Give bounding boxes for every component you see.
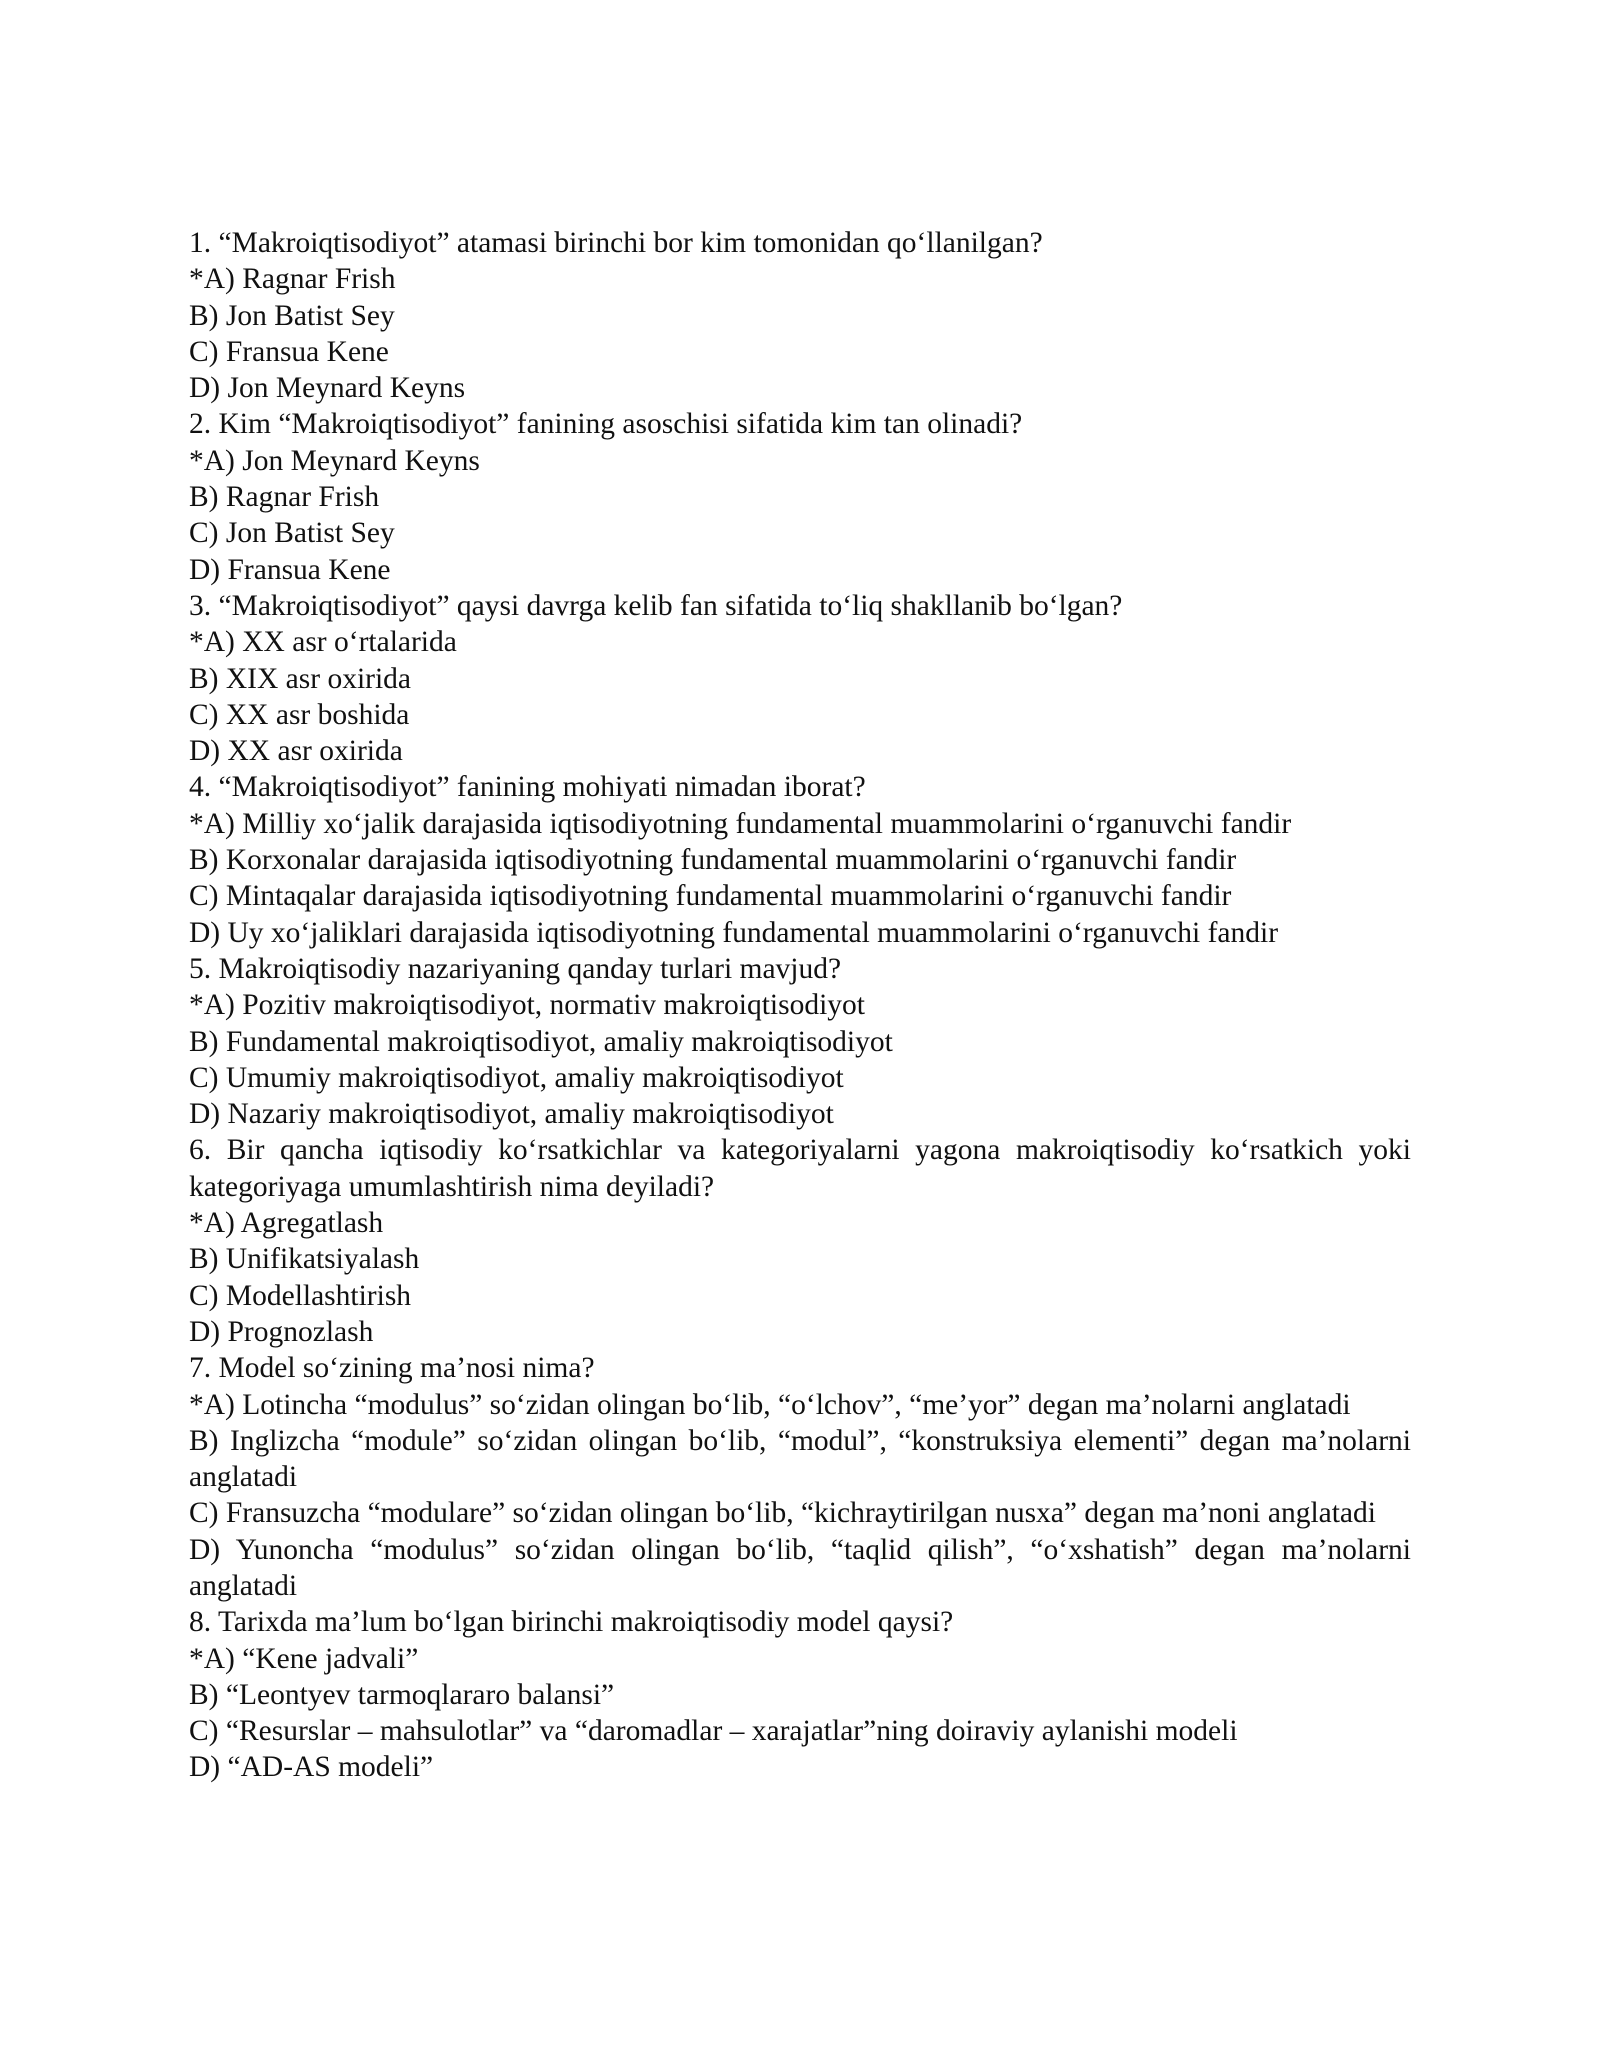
answer-option: *A) Lotincha “modulus” so‘zidan olingan bo‘lib, “o‘lchov”, “me’yor” degan ma’nolarni anglatadi: [189, 1388, 1351, 1421]
quiz-content: [189, 225, 1411, 1786]
answer-option: D) XX asr oxirida: [189, 735, 403, 768]
answer-option: D) Nazariy makroiqtisodiyot, amaliy makroiqtisodiyot: [189, 1098, 834, 1131]
answer-option: *A) Ragnar Frish: [189, 263, 396, 296]
answer-option: D) “AD-AS modeli”: [189, 1751, 434, 1784]
answer-option: C) XX asr boshida: [189, 698, 410, 731]
answer-option: B) Fundamental makroiqtisodiyot, amaliy makroiqtisodiyot: [189, 1025, 893, 1058]
question-block: [189, 588, 1411, 769]
answer-option: D) Yunoncha “modulus” so‘zidan olingan bo‘lib, “taqlid qilish”, “o‘xshatish” degan ma’nolarni anglatadi: [189, 1533, 1411, 1602]
question-text: 4. “Makroiqtisodiyot” fanining mohiyati nimadan iborat?: [189, 771, 866, 804]
question-block: [189, 769, 1411, 950]
answer-option: D) Jon Meynard Keyns: [189, 372, 466, 405]
answer-option: B) Unifikatsiyalash: [189, 1243, 420, 1276]
question-block: [189, 406, 1411, 587]
question-text: 7. Model so‘zining ma’nosi nima?: [189, 1352, 595, 1385]
answer-option: B) “Leontyev tarmoqlararo balansi”: [189, 1678, 615, 1711]
question-text: 8. Tarixda ma’lum bo‘lgan birinchi makroiqtisodiy model qaysi?: [189, 1606, 954, 1639]
answer-option: B) Ragnar Frish: [189, 481, 380, 514]
answer-option: *A) XX asr o‘rtalarida: [189, 626, 457, 659]
answer-option: C) Umumiy makroiqtisodiyot, amaliy makroiqtisodiyot: [189, 1061, 844, 1094]
answer-option: B) Korxonalar darajasida iqtisodiyotning fundamental muammolarini o‘rganuvchi fandir: [189, 844, 1237, 877]
answer-option: D) Fransua Kene: [189, 553, 391, 586]
question-text: 3. “Makroiqtisodiyot” qaysi davrga kelib fan sifatida to‘liq shakllanib bo‘lgan?: [189, 589, 1123, 622]
question-block: [189, 225, 1411, 406]
question-text: 1. “Makroiqtisodiyot” atamasi birinchi bor kim tomonidan qo‘llanilgan?: [189, 227, 1043, 259]
answer-option: C) Jon Batist Sey: [189, 517, 395, 550]
question-block: [189, 951, 1411, 1132]
answer-option: B) Inglizcha “module” so‘zidan olingan bo‘lib, “modul”, “konstruksiya elementi” degan ma’nolarni anglatadi: [189, 1424, 1411, 1494]
answer-option: B) Jon Batist Sey: [189, 299, 395, 332]
question-text: 5. Makroiqtisodiy nazariyaning qanday turlari mavjud?: [189, 952, 842, 985]
answer-option: B) XIX asr oxirida: [189, 662, 412, 695]
question-block: [189, 1604, 1411, 1785]
answer-option: *A) Agregatlash: [189, 1207, 384, 1240]
answer-option: C) Fransua Kene: [189, 335, 389, 368]
answer-option: *A) Milliy xo‘jalik darajasida iqtisodiyotning fundamental muammolarini o‘rganuvchi fandir: [189, 807, 1292, 840]
question-block: [189, 1132, 1411, 1350]
answer-option: C) Fransuzcha “modulare” so‘zidan olingan bo‘lib, “kichraytirilgan nusxa” degan ma’noni anglatadi: [189, 1497, 1376, 1530]
question-block: [189, 1350, 1411, 1604]
answer-option: *A) Pozitiv makroiqtisodiyot, normativ makroiqtisodiyot: [189, 989, 865, 1022]
answer-option: C) Mintaqalar darajasida iqtisodiyotning fundamental muammolarini o‘rganuvchi fandir: [189, 880, 1232, 913]
question-text: 6. Bir qancha iqtisodiy ko‘rsatkichlar va kategoriyalarni yagona makroiqtisodiy ko‘rsatkich yoki kategoriyaga umumlashtirish nima deyiladi?: [189, 1134, 1411, 1203]
answer-option: *A) “Kene jadvali”: [189, 1642, 419, 1675]
answer-option: C) Modellashtirish: [189, 1279, 412, 1312]
answer-option: *A) Jon Meynard Keyns: [189, 444, 480, 477]
question-text: 2. Kim “Makroiqtisodiyot” fanining asoschisi sifatida kim tan olinadi?: [189, 408, 1023, 441]
answer-option: D) Uy xo‘jaliklari darajasida iqtisodiyotning fundamental muammolarini o‘rganuvchi fandir: [189, 916, 1279, 949]
answer-option: C) “Resurslar – mahsulotlar” va “daromadlar – xarajatlar”ning doiraviy aylanishi modeli: [189, 1715, 1238, 1748]
answer-option: D) Prognozlash: [189, 1315, 374, 1348]
